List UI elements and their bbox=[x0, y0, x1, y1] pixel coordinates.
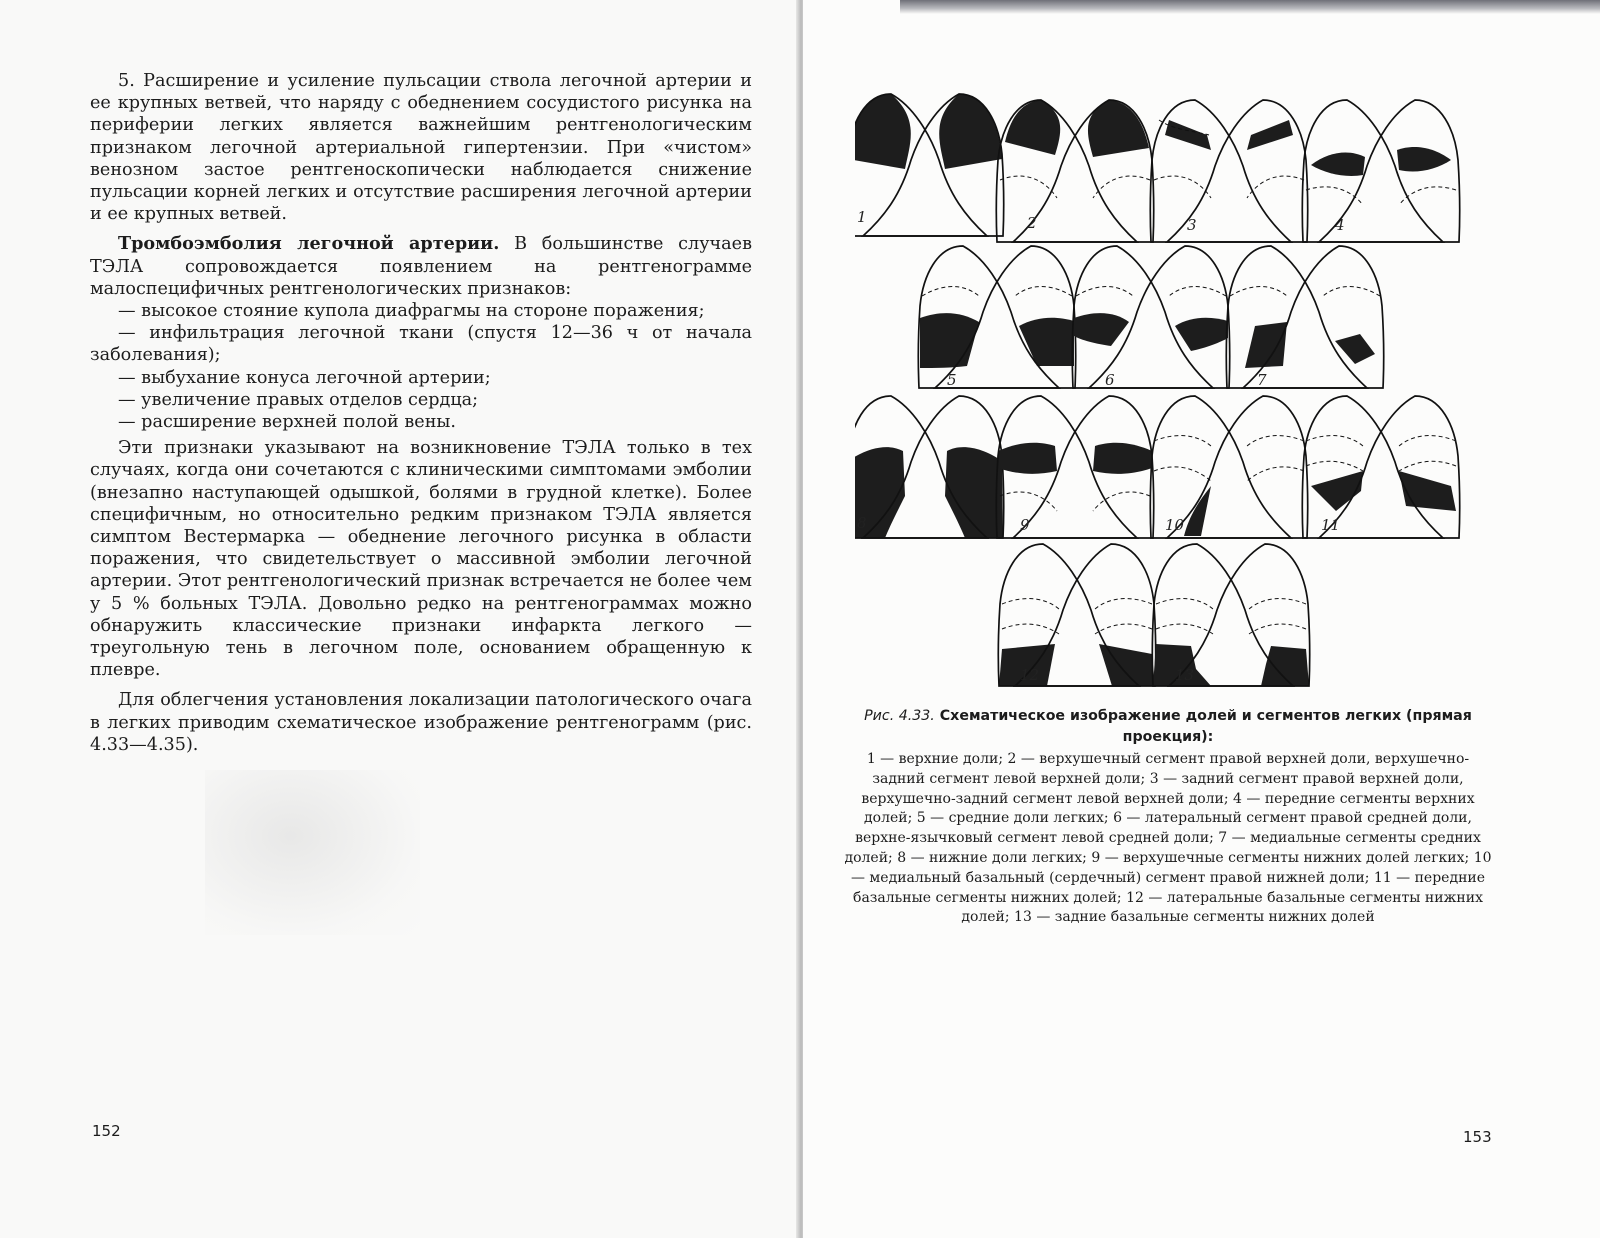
paragraph-signs: Эти признаки указывают на возникновение ТЭЛА только в тех случаях, когда они сочетаются с клиническими симптомами эмболии (внезапно наступающей одышкой, болями в грудной клетке). Более специфичным, но относительно редким признаком ТЭЛА является симптом Вестермарка — обеднение легочного рисунка в области поражения, что свидетельствует о массивной эмболии легочной артерии. Этот рентгенологический признак встречается не более чем у 5 % больных ТЭЛА. Довольно редко на рентгенограммах можно обнаружить классические признаки инфаркта легкого — треугольную тень в легочном поле, основанием обращенную к плевре. bbox=[90, 438, 752, 681]
lung-diagram-6 bbox=[1072, 246, 1229, 388]
figure-label-10: 10 bbox=[1165, 516, 1185, 534]
page-number-left: 152 bbox=[92, 1122, 121, 1140]
figure-label-6: 6 bbox=[1105, 371, 1115, 389]
lung-segments-figure bbox=[855, 84, 1475, 694]
figure-label-11: 11 bbox=[1321, 516, 1341, 534]
figure-label-2: 2 bbox=[1027, 214, 1037, 232]
lung-diagram-13 bbox=[1152, 544, 1309, 686]
paragraph-pulsation: 5. Расширение и усиление пульсации ствола легочной артерии и ее крупных ветвей, что наряду с обеднением сосудистого рисунка на периферии легких является важнейшим рентгенологическим признаком легочной артериальной гипертензии. При «чистом» венозном застое рентгеноскопически наблюдается снижение пульсации корней легких и отсутствие расширения легочной артерии и ее крупных ветвей. bbox=[90, 71, 752, 225]
caption-body: 1 — верхние доли; 2 — верхушечный сегмент правой верхней доли, верхушечно-задний сегмент левой верхней доли; 3 — задний сегмент правой верхней доли, верхушечно-задний сегмент левой верхней доли; 4 — передние сегменты верхних долей; 5 — средние доли легких; 6 — латеральный сегмент правой средней доли, верхне-язычковый сегмент левой средней доли; 7 — медиальные сегменты средних долей; 8 — нижние доли легких; 9 — верхушечные сегменты нижних долей легких; 10 — медиальный базальный (сердечный) сегмент правой нижней доли; 11 — передние базальные сегменты нижних долей; 12 — латеральные базальные сегменты нижних долей; 13 — задние базальные сегменты нижних долей bbox=[844, 751, 1492, 926]
caption-title-text: Схематическое изображение долей и сегментов легких (прямая проекция): bbox=[934, 708, 1472, 745]
lung-diagram-1 bbox=[855, 94, 1004, 236]
lung-diagram-3 bbox=[1150, 100, 1307, 242]
page-number-right: 153 bbox=[1463, 1128, 1492, 1146]
lung-diagram-12 bbox=[998, 544, 1155, 686]
print-smudge bbox=[205, 770, 420, 935]
tela-intro-text: В большинстве случаев ТЭЛА сопровождается появлением на рентгенограмме малоспецифичных рентгенологических признаков: bbox=[90, 234, 752, 299]
figure-label-7: 7 bbox=[1257, 371, 1267, 389]
lung-diagram-7 bbox=[1226, 246, 1383, 388]
page-edge-shadow bbox=[900, 0, 1600, 14]
lung-diagram-4 bbox=[1302, 100, 1459, 242]
figure-label-3: 3 bbox=[1187, 216, 1197, 234]
figure-label-1: 1 bbox=[857, 208, 867, 226]
lung-diagram-5 bbox=[918, 246, 1075, 388]
caption-title bbox=[843, 706, 1493, 748]
figure-label-8: 8 bbox=[857, 514, 867, 532]
figure-caption bbox=[843, 706, 1493, 928]
lung-diagram-2 bbox=[996, 100, 1153, 242]
list-item: — выбухание конуса легочной артерии; bbox=[118, 367, 491, 388]
caption-ref: Рис. 4.33. bbox=[864, 708, 935, 724]
paragraph-schema-ref: Для облегчения установления локализации патологического очага в легких приводим схематическое изображение рентгенограмм (рис. 4.33—4.35). bbox=[90, 690, 752, 755]
section-title: Тромбоэмболия легочной артерии. bbox=[118, 233, 500, 255]
figure-label-5: 5 bbox=[947, 371, 957, 389]
figure-label-12: 12 bbox=[1020, 666, 1040, 684]
list-item: — расширение верхней полой вены. bbox=[118, 412, 457, 433]
figure-label-13: 13 bbox=[1175, 666, 1195, 684]
list-item: — увеличение правых отделов сердца; bbox=[118, 389, 479, 410]
list-item: — инфильтрация легочной ткани (спустя 12—36 ч от начала заболевания); bbox=[90, 323, 752, 366]
lung-diagram-8 bbox=[855, 396, 1004, 538]
figure-label-9: 9 bbox=[1020, 516, 1030, 534]
figure-label-4: 4 bbox=[1335, 216, 1345, 234]
paragraph-tela-intro bbox=[90, 233, 752, 300]
left-text-column bbox=[90, 70, 752, 764]
list-item: — высокое стояние купола диафрагмы на стороне поражения; bbox=[118, 301, 705, 322]
